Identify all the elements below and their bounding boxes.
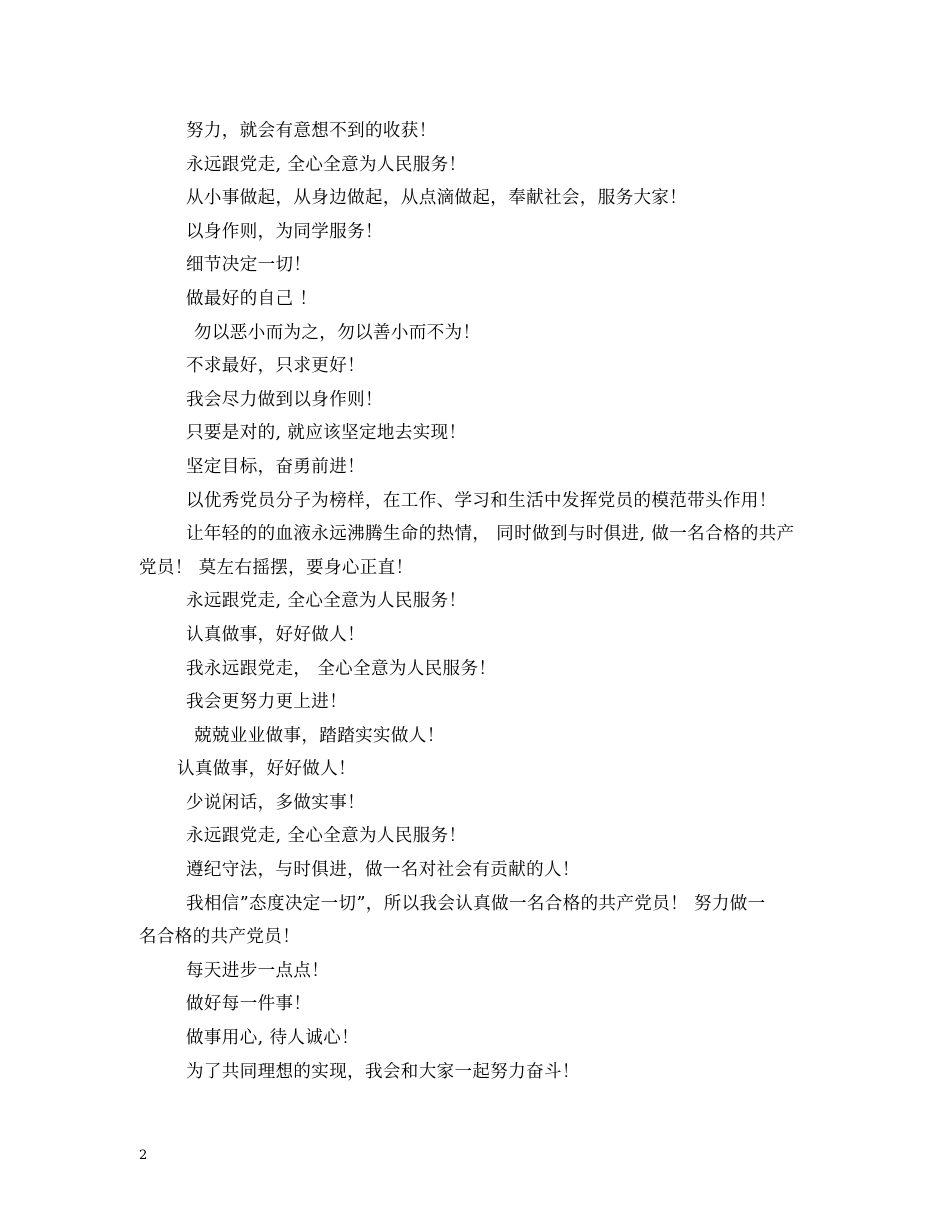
text-line: 只要是对的, 就应该坚定地去实现！ xyxy=(186,423,467,444)
text-line: 兢兢业业做事，踏踏实实做人！ xyxy=(194,725,445,746)
text-line: 我会更努力更上进！ xyxy=(186,692,348,713)
text-line: 努力，就会有意想不到的收获！ xyxy=(186,121,437,141)
body-text xyxy=(139,115,819,1089)
text-line: 名合格的共产党员！ xyxy=(139,927,301,948)
text-line: 细节决定一切！ xyxy=(186,255,312,276)
text-line: 以身作则，为同学服务！ xyxy=(186,221,383,242)
text-line: 永远跟党走, 全心全意为人民服务！ xyxy=(186,826,467,847)
text-line: 坚定目标，奋勇前进！ xyxy=(186,456,365,477)
text-line: 让年轻的的血液永远沸腾生命的热情， 同时做到与时俱进, 做一名合格的共产 xyxy=(186,524,795,545)
text-line: 为了共同理想的实现，我会和大家一起努力奋斗！ xyxy=(186,1061,580,1082)
text-line: 勿以恶小而为之，勿以善小而不为！ xyxy=(194,322,481,343)
text-line: 永远跟党走, 全心全意为人民服务！ xyxy=(186,591,467,612)
page-number: 2 xyxy=(139,1148,148,1163)
text-line: 做事用心, 待人诚心！ xyxy=(186,1028,360,1049)
text-line: 做好每一件事！ xyxy=(186,994,312,1015)
text-line: 党员！ 莫左右摇摆，要身心正直！ xyxy=(139,557,414,578)
text-line: 以优秀党员分子为榜样，在工作、学习和生活中发挥党员的模范带头作用！ xyxy=(186,490,777,511)
text-line: 认真做事，好好做人！ xyxy=(186,624,365,645)
text-line: 认真做事，好好做人！ xyxy=(177,759,356,780)
text-line: 做最好的自己 ！ xyxy=(186,288,318,309)
text-line: 少说闲话，多做实事！ xyxy=(186,792,365,813)
text-line: 我永远跟党走， 全心全意为人民服务！ xyxy=(186,658,497,679)
text-line: 我会尽力做到以身作则！ xyxy=(186,389,383,410)
text-line: 不求最好，只求更好！ xyxy=(186,356,365,377)
text-line: 每天进步一点点！ xyxy=(186,960,330,981)
text-line: 我相信”态度决定一切”，所以我会认真做一名合格的共产党员！ 努力做一 xyxy=(186,893,766,914)
text-line: 遵纪守法，与时俱进，做一名对社会有贡献的人！ xyxy=(186,860,580,881)
text-line: 永远跟党走, 全心全意为人民服务！ xyxy=(186,154,467,175)
text-line: 从小事做起，从身边做起，从点滴做起，奉献社会，服务大家！ xyxy=(186,188,688,209)
